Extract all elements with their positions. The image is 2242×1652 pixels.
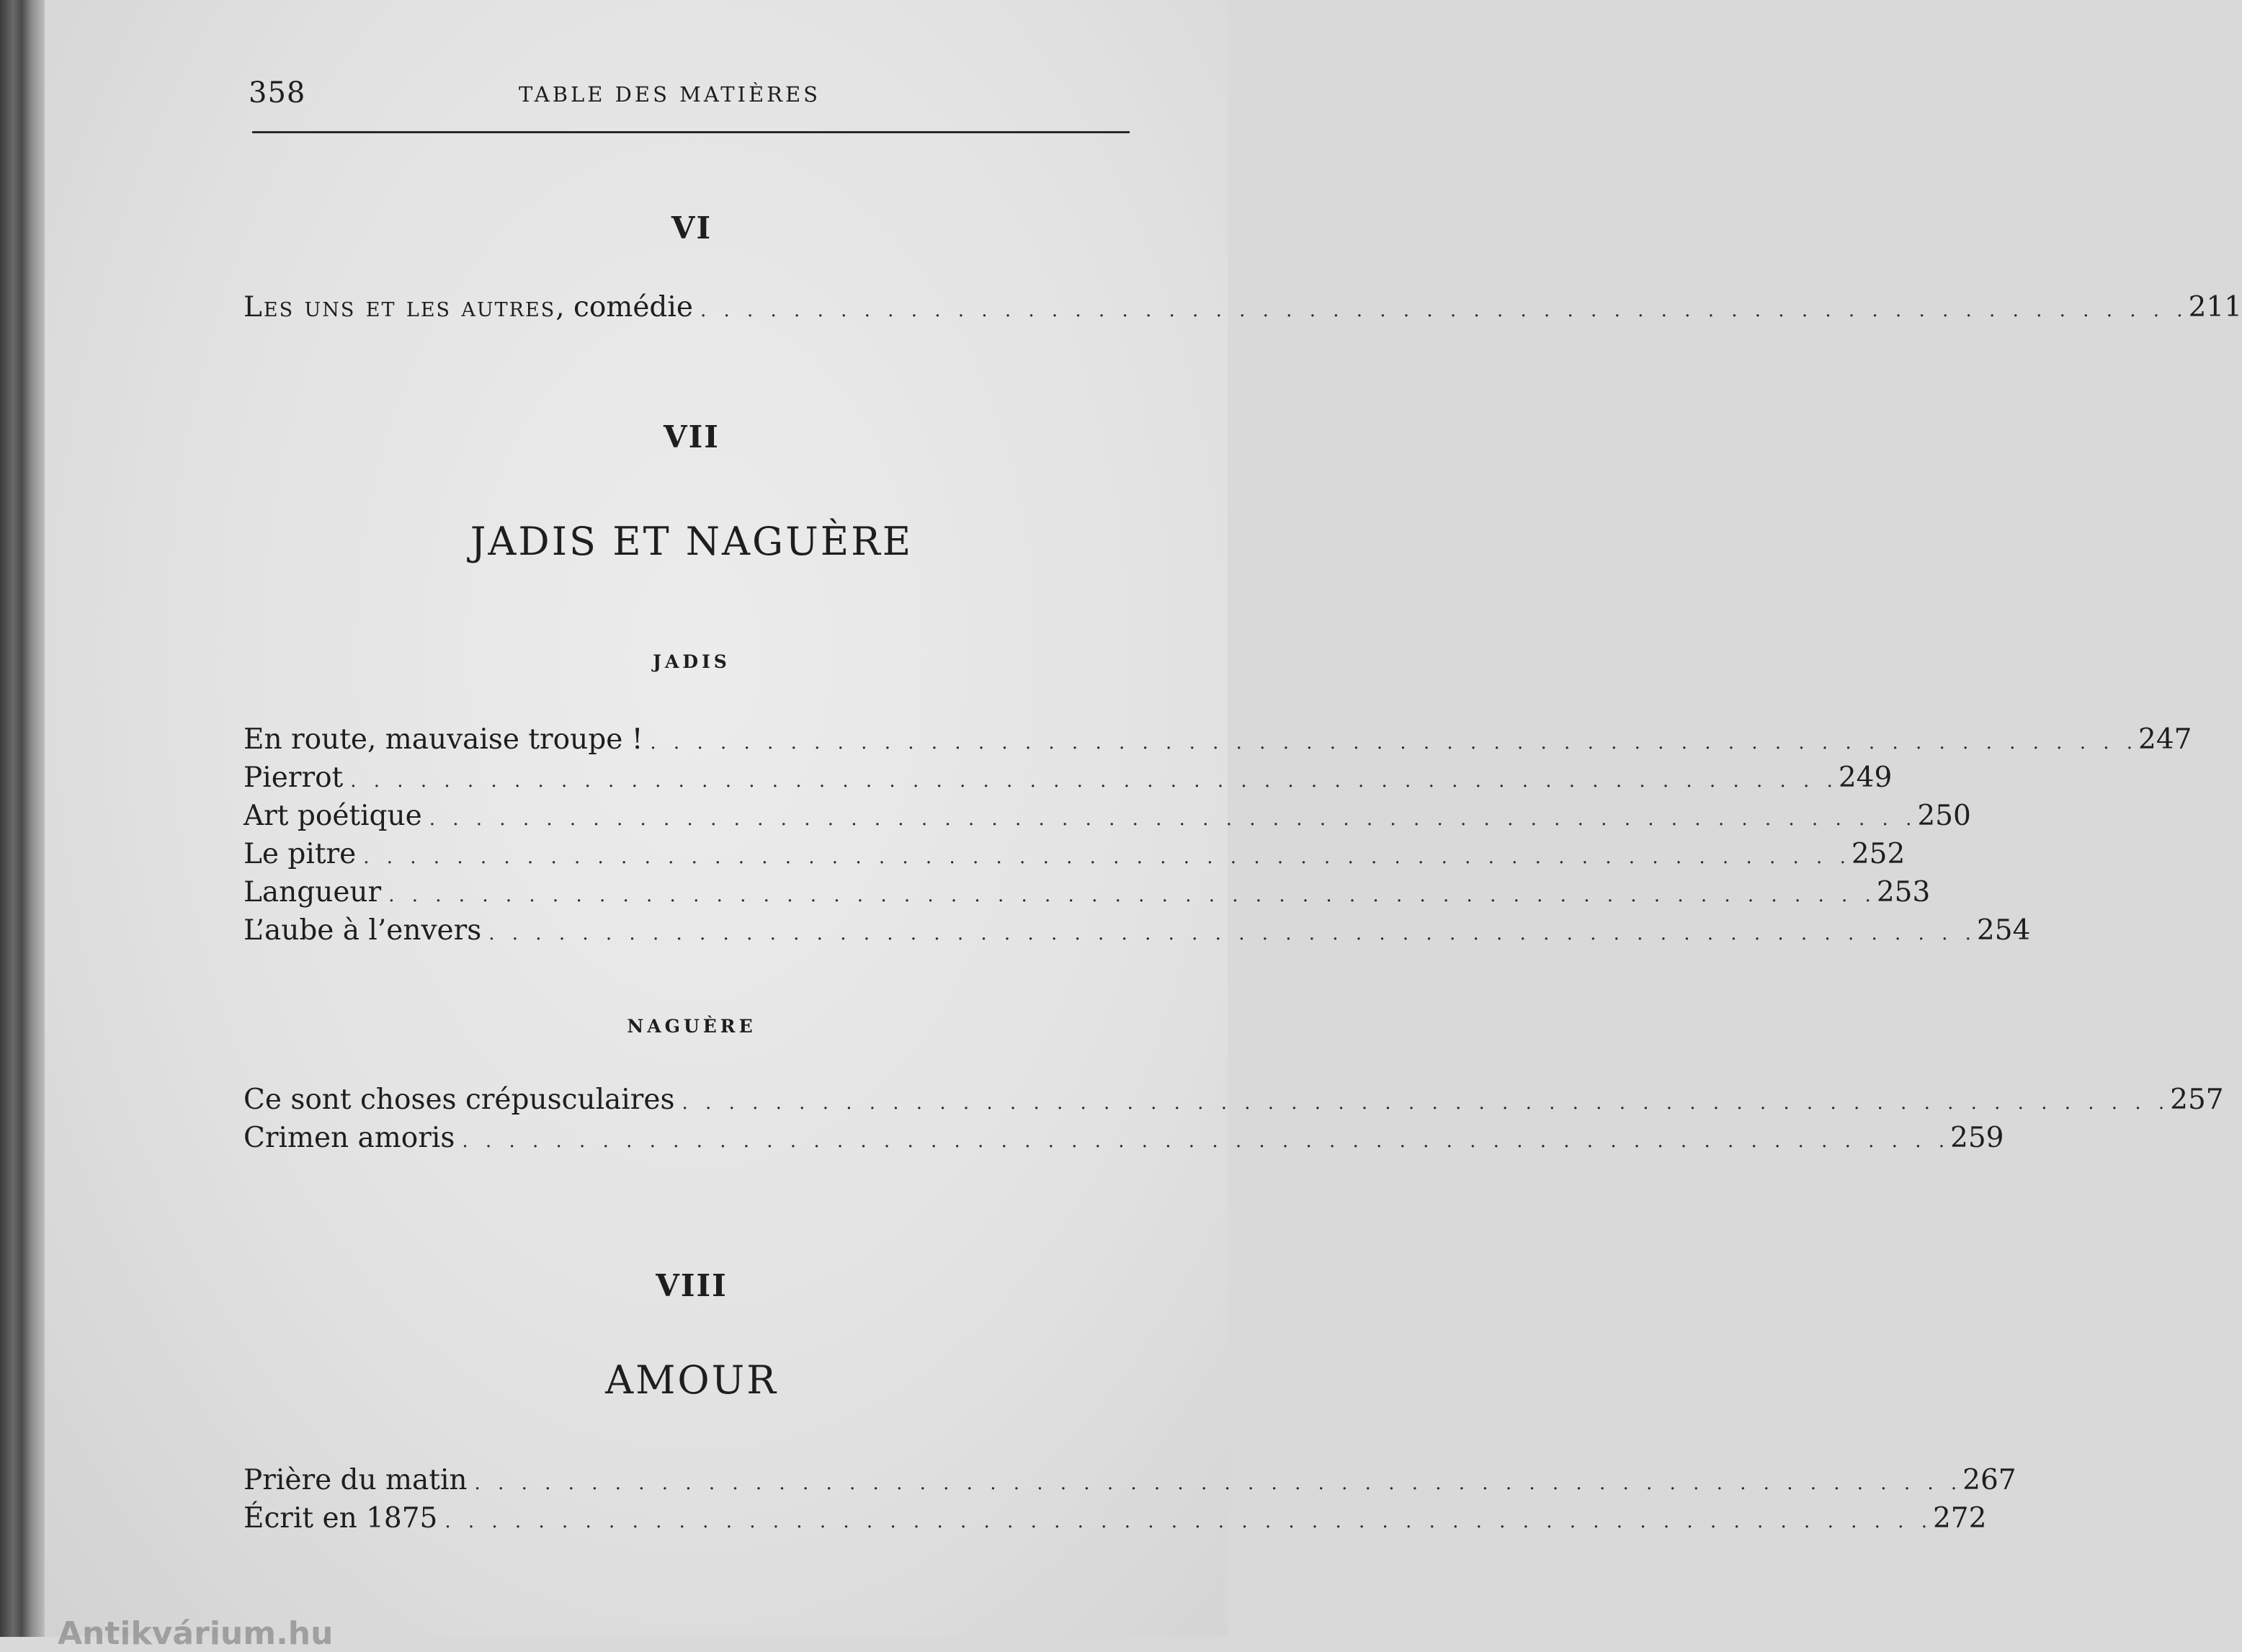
toc-entry [244, 762, 1893, 800]
toc-entry [244, 838, 1906, 876]
dot-leader: . . . . . . . . . . . . . . . . . . . . . . . . . . . . . . . . . . . . . . . . . . . . . . . . . . . . . . . . . . . . . . . . [445, 1511, 1933, 1532]
toc-entry [244, 1464, 2017, 1502]
section-viii-title: AMOUR [605, 1357, 778, 1403]
dot-leader: . . . . . . . . . . . . . . . . . . . . . . . . . . . . . . . . . . . . . . . . . . . . . . . . . . . . . . . . . . . . . . . . [650, 732, 2139, 754]
dot-leader: . . . . . . . . . . . . . . . . . . . . . . . . . . . . . . . . . . . . . . . . . . . . . . . . . . . . . . . . . . . . . . . . [488, 923, 1977, 945]
toc-entry [244, 291, 2242, 329]
toc-entry [244, 876, 1931, 914]
toc-entry-title: Écrit en 1875 [244, 1502, 438, 1535]
toc-entry-title: L’aube à l’envers [244, 914, 482, 947]
toc-entry-title: Pierrot [244, 762, 344, 794]
watermark: Antikvárium.hu [58, 1615, 334, 1652]
book-spine-edge [0, 0, 45, 1637]
dot-leader: . . . . . . . . . . . . . . . . . . . . . . . . . . . . . . . . . . . . . . . . . . . . . . . . . . . . . . . . . . . . . . . . [388, 885, 1877, 906]
toc-entry-page: 250 [1917, 800, 1971, 832]
toc-entry-title [244, 291, 700, 323]
toc-entry [244, 1084, 2224, 1122]
toc-entry-title: Prière du matin [244, 1464, 468, 1496]
toc-entry-title: En route, mauvaise troupe ! [244, 723, 643, 756]
toc-entry-title: Art poétique [244, 800, 422, 832]
dot-leader: . . . . . . . . . . . . . . . . . . . . . . . . . . . . . . . . . . . . . . . . . . . . . . . . . . . . . . . . . . . . . . . . [682, 1092, 2171, 1114]
toc-entry [244, 1502, 1987, 1540]
toc-entry-page: 272 [1932, 1502, 1987, 1535]
dot-leader: . . . . . . . . . . . . . . . . . . . . . . . . . . . . . . . . . . . . . . . . . . . . . . . . . . . . . . . . . . . . . . . . [429, 808, 1918, 830]
toc-entry-page: 259 [1950, 1122, 2004, 1154]
section-viii-numeral: VIII [656, 1268, 728, 1303]
toc-entry [244, 723, 2192, 762]
toc-entry-page: 267 [1962, 1464, 2017, 1496]
toc-entry [244, 800, 1971, 838]
toc-entry-title: Ce sont choses crépusculaires [244, 1084, 675, 1116]
dot-leader: . . . . . . . . . . . . . . . . . . . . . . . . . . . . . . . . . . . . . . . . . . . . . . . . . . . . . . . . . . . . . . . . [363, 847, 1852, 868]
toc-entry-title-suffix: , comédie [555, 291, 693, 323]
dot-leader: . . . . . . . . . . . . . . . . . . . . . . . . . . . . . . . . . . . . . . . . . . . . . . . . . . . . . . . . . . . . . . . . [474, 1473, 1963, 1494]
section-vii-numeral: VII [664, 419, 720, 455]
page-header [249, 72, 1131, 115]
toc-entry-page: 252 [1851, 838, 1906, 870]
toc-entry-page: 254 [1976, 914, 2031, 947]
header-rule [252, 131, 1130, 133]
section-vii-title: JADIS ET NAGUÈRE [470, 519, 914, 564]
dot-leader: . . . . . . . . . . . . . . . . . . . . . . . . . . . . . . . . . . . . . . . . . . . . . . . . . . . . . . . . . . . . . . . . [700, 300, 2189, 321]
page-number: 358 [249, 76, 306, 110]
jadis-entries [244, 723, 2192, 952]
toc-entry-page: 257 [2170, 1084, 2224, 1116]
running-title: TABLE DES MATIÈRES [519, 82, 821, 107]
dot-leader: . . . . . . . . . . . . . . . . . . . . . . . . . . . . . . . . . . . . . . . . . . . . . . . . . . . . . . . . . . . . . . . . [350, 770, 1839, 792]
toc-entry-page: 211 [2188, 291, 2242, 323]
section-vi-entries [244, 291, 2242, 329]
toc-entry [244, 1122, 2004, 1160]
section-vi-numeral: VI [671, 210, 713, 246]
toc-entry [244, 914, 2031, 952]
dot-leader: . . . . . . . . . . . . . . . . . . . . . . . . . . . . . . . . . . . . . . . . . . . . . . . . . . . . . . . . . . . . . . . . [462, 1130, 1951, 1152]
toc-entry-title: Le pitre [244, 838, 357, 870]
toc-entry-page: 253 [1876, 876, 1931, 908]
subsection-jadis-label: JADIS [653, 651, 731, 672]
toc-entry-page: 249 [1838, 762, 1893, 794]
toc-entry-title: Langueur [244, 876, 382, 908]
amour-entries [244, 1464, 2017, 1540]
naguere-entries [244, 1084, 2224, 1160]
subsection-naguere-label: NAGUÈRE [627, 1016, 756, 1037]
toc-entry-page: 247 [2138, 723, 2192, 756]
toc-entry-title-smallcaps: Les uns et les autres [244, 291, 556, 323]
toc-entry-title: Crimen amoris [244, 1122, 455, 1154]
